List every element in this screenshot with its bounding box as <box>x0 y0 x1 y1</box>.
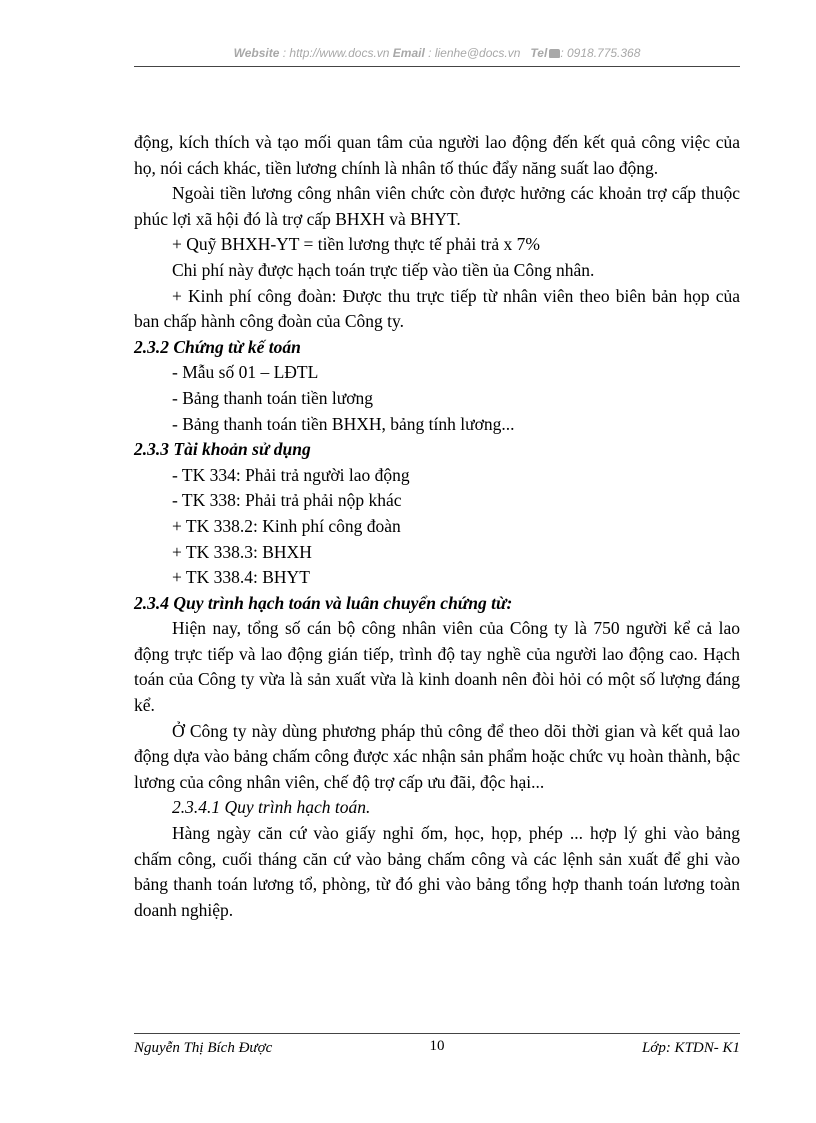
tel-label: Tel <box>530 46 548 60</box>
list-item-account: - TK 338: Phải trả phải nộp khác <box>172 490 402 511</box>
paragraph-allowance: Ngoài tiền lương công nhân viên chức còn được hưởng các khoản trợ cấp thuộc phúc lợi xã hội đó là trợ cấp BHXH và BHYT. <box>134 183 740 229</box>
page-footer <box>134 1040 740 1062</box>
list-item-account: - TK 334: Phải trả người lao động <box>172 464 410 485</box>
email-separator: : <box>424 46 435 60</box>
list-item-document: - Bảng thanh toán tiền BHXH, bảng tính lương... <box>172 413 515 434</box>
page-header <box>134 46 740 67</box>
list-item-document: - Mẫu số 01 – LĐTL <box>172 362 319 383</box>
list-item-account: + TK 338.3: BHXH <box>172 541 312 562</box>
footer-class: Lớp: KTDN- K1 <box>641 1040 740 1056</box>
paragraph-staff-count: Hiện nay, tổng số cán bộ công nhân viên của Công ty là 750 người kể cả lao động trực tiếp và lao động gián tiếp, trình độ tay nghề của người lao động cao. Hạch toán của Công ty vừa là sản xuất vừa là kinh doanh nên đòi hỏi có một số lượng đáng kể. <box>134 618 740 716</box>
page-number: 10 <box>429 1038 445 1054</box>
heading-accounting-documents: 2.3.2 Chứng từ kế toán <box>134 336 301 357</box>
phone-icon <box>549 49 560 58</box>
footer-author: Nguyễn Thị Bích Được <box>134 1040 273 1056</box>
paragraph-intro: động, kích thích và tạo mối quan tâm của người lao động đến kết quả công việc của họ, nói cách khác, tiền lương chính là nhân tố thúc đẩy năng suất lao động. <box>134 132 740 178</box>
document-body <box>134 130 740 923</box>
email-label: Email <box>392 46 425 60</box>
list-item-account: + TK 338.2: Kinh phí công đoàn <box>172 515 401 536</box>
subheading-process: 2.3.4.1 Quy trình hạch toán. <box>172 797 371 818</box>
formula-insurance-fund: + Quỹ BHXH-YT = tiền lương thực tế phải trả x 7% <box>172 234 540 255</box>
website-url[interactable]: http://www.docs.vn <box>289 46 390 60</box>
footer-divider <box>134 1033 740 1034</box>
paragraph-cost-accounting: Chi phí này được hạch toán trực tiếp vào tiền ủa Công nhân. <box>172 259 595 280</box>
paragraph-daily-timesheet: Hàng ngày căn cứ vào giấy nghỉ ốm, học, họp, phép ... hợp lý ghi vào bảng chấm công, cuối tháng căn cứ vào bảng chấm công và các lệnh sản xuất để ghi vào bảng thanh toán lương tổ, phòng, từ đó ghi vào bảng tổng hợp thanh toán lương toàn doanh nghiệp. <box>134 823 740 920</box>
heading-accounting-process: 2.3.4 Quy trình hạch toán và luân chuyển chứng từ: <box>134 592 513 613</box>
heading-accounts-used: 2.3.3 Tài khoản sử dụng <box>134 439 311 460</box>
website-label: Website <box>233 46 280 60</box>
list-item-account: + TK 338.4: BHYT <box>172 567 310 588</box>
email-address[interactable]: lienhe@docs.vn <box>434 46 521 60</box>
paragraph-union-fee: + Kinh phí công đoàn: Được thu trực tiếp từ nhân viên theo biên bản họp của ban chấp hành công đoàn của Công ty. <box>134 285 740 332</box>
tel-number: 0918.775.368 <box>567 46 641 60</box>
list-item-document: - Bảng thanh toán tiền lương <box>172 387 373 408</box>
tel-separator: : <box>560 46 567 60</box>
website-separator: : <box>279 46 290 60</box>
paragraph-manual-method: Ở Công ty này dùng phương pháp thủ công để theo dõi thời gian và kết quả lao động dựa vào bảng chấm công được xác nhận sản phẩm hoặc chức vụ hoàn thành, bậc lương của công nhân viên, chế độ trợ cấp ưu đãi, độc hại... <box>134 720 740 792</box>
